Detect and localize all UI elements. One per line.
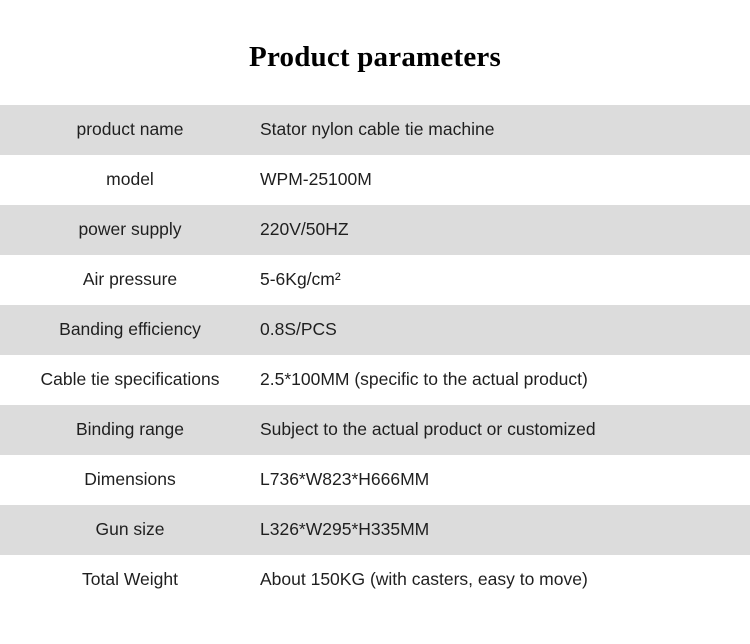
table-row — [0, 105, 750, 155]
table-row — [0, 255, 750, 305]
row-value: Subject to the actual product or customized — [260, 405, 750, 455]
row-value: 220V/50HZ — [260, 205, 750, 255]
table-row — [0, 505, 750, 555]
table-row — [0, 555, 750, 605]
row-label: power supply — [0, 205, 260, 255]
row-label: Gun size — [0, 505, 260, 555]
row-label: model — [0, 155, 260, 205]
row-value: WPM-25100M — [260, 155, 750, 205]
page-title: Product parameters — [249, 41, 501, 73]
table-row — [0, 405, 750, 455]
parameters-table-body — [0, 105, 750, 605]
row-value: 5-6Kg/cm² — [260, 255, 750, 305]
parameters-table-wrapper — [0, 105, 750, 610]
row-label: product name — [0, 105, 260, 155]
row-value: 2.5*100MM (specific to the actual product) — [260, 355, 750, 405]
table-row — [0, 455, 750, 505]
row-label: Cable tie specifications — [0, 355, 260, 405]
row-value: 0.8S/PCS — [260, 305, 750, 355]
table-bottom-spacer — [0, 605, 750, 610]
row-value: L326*W295*H335MM — [260, 505, 750, 555]
row-value: About 150KG (with casters, easy to move) — [260, 555, 750, 605]
row-value: L736*W823*H666MM — [260, 455, 750, 505]
table-row — [0, 305, 750, 355]
row-label: Dimensions — [0, 455, 260, 505]
row-label: Binding range — [0, 405, 260, 455]
table-row — [0, 155, 750, 205]
parameters-table — [0, 105, 750, 605]
table-row — [0, 355, 750, 405]
row-label: Total Weight — [0, 555, 260, 605]
row-label: Banding efficiency — [0, 305, 260, 355]
table-row — [0, 205, 750, 255]
row-label: Air pressure — [0, 255, 260, 305]
row-value: Stator nylon cable tie machine — [260, 105, 750, 155]
